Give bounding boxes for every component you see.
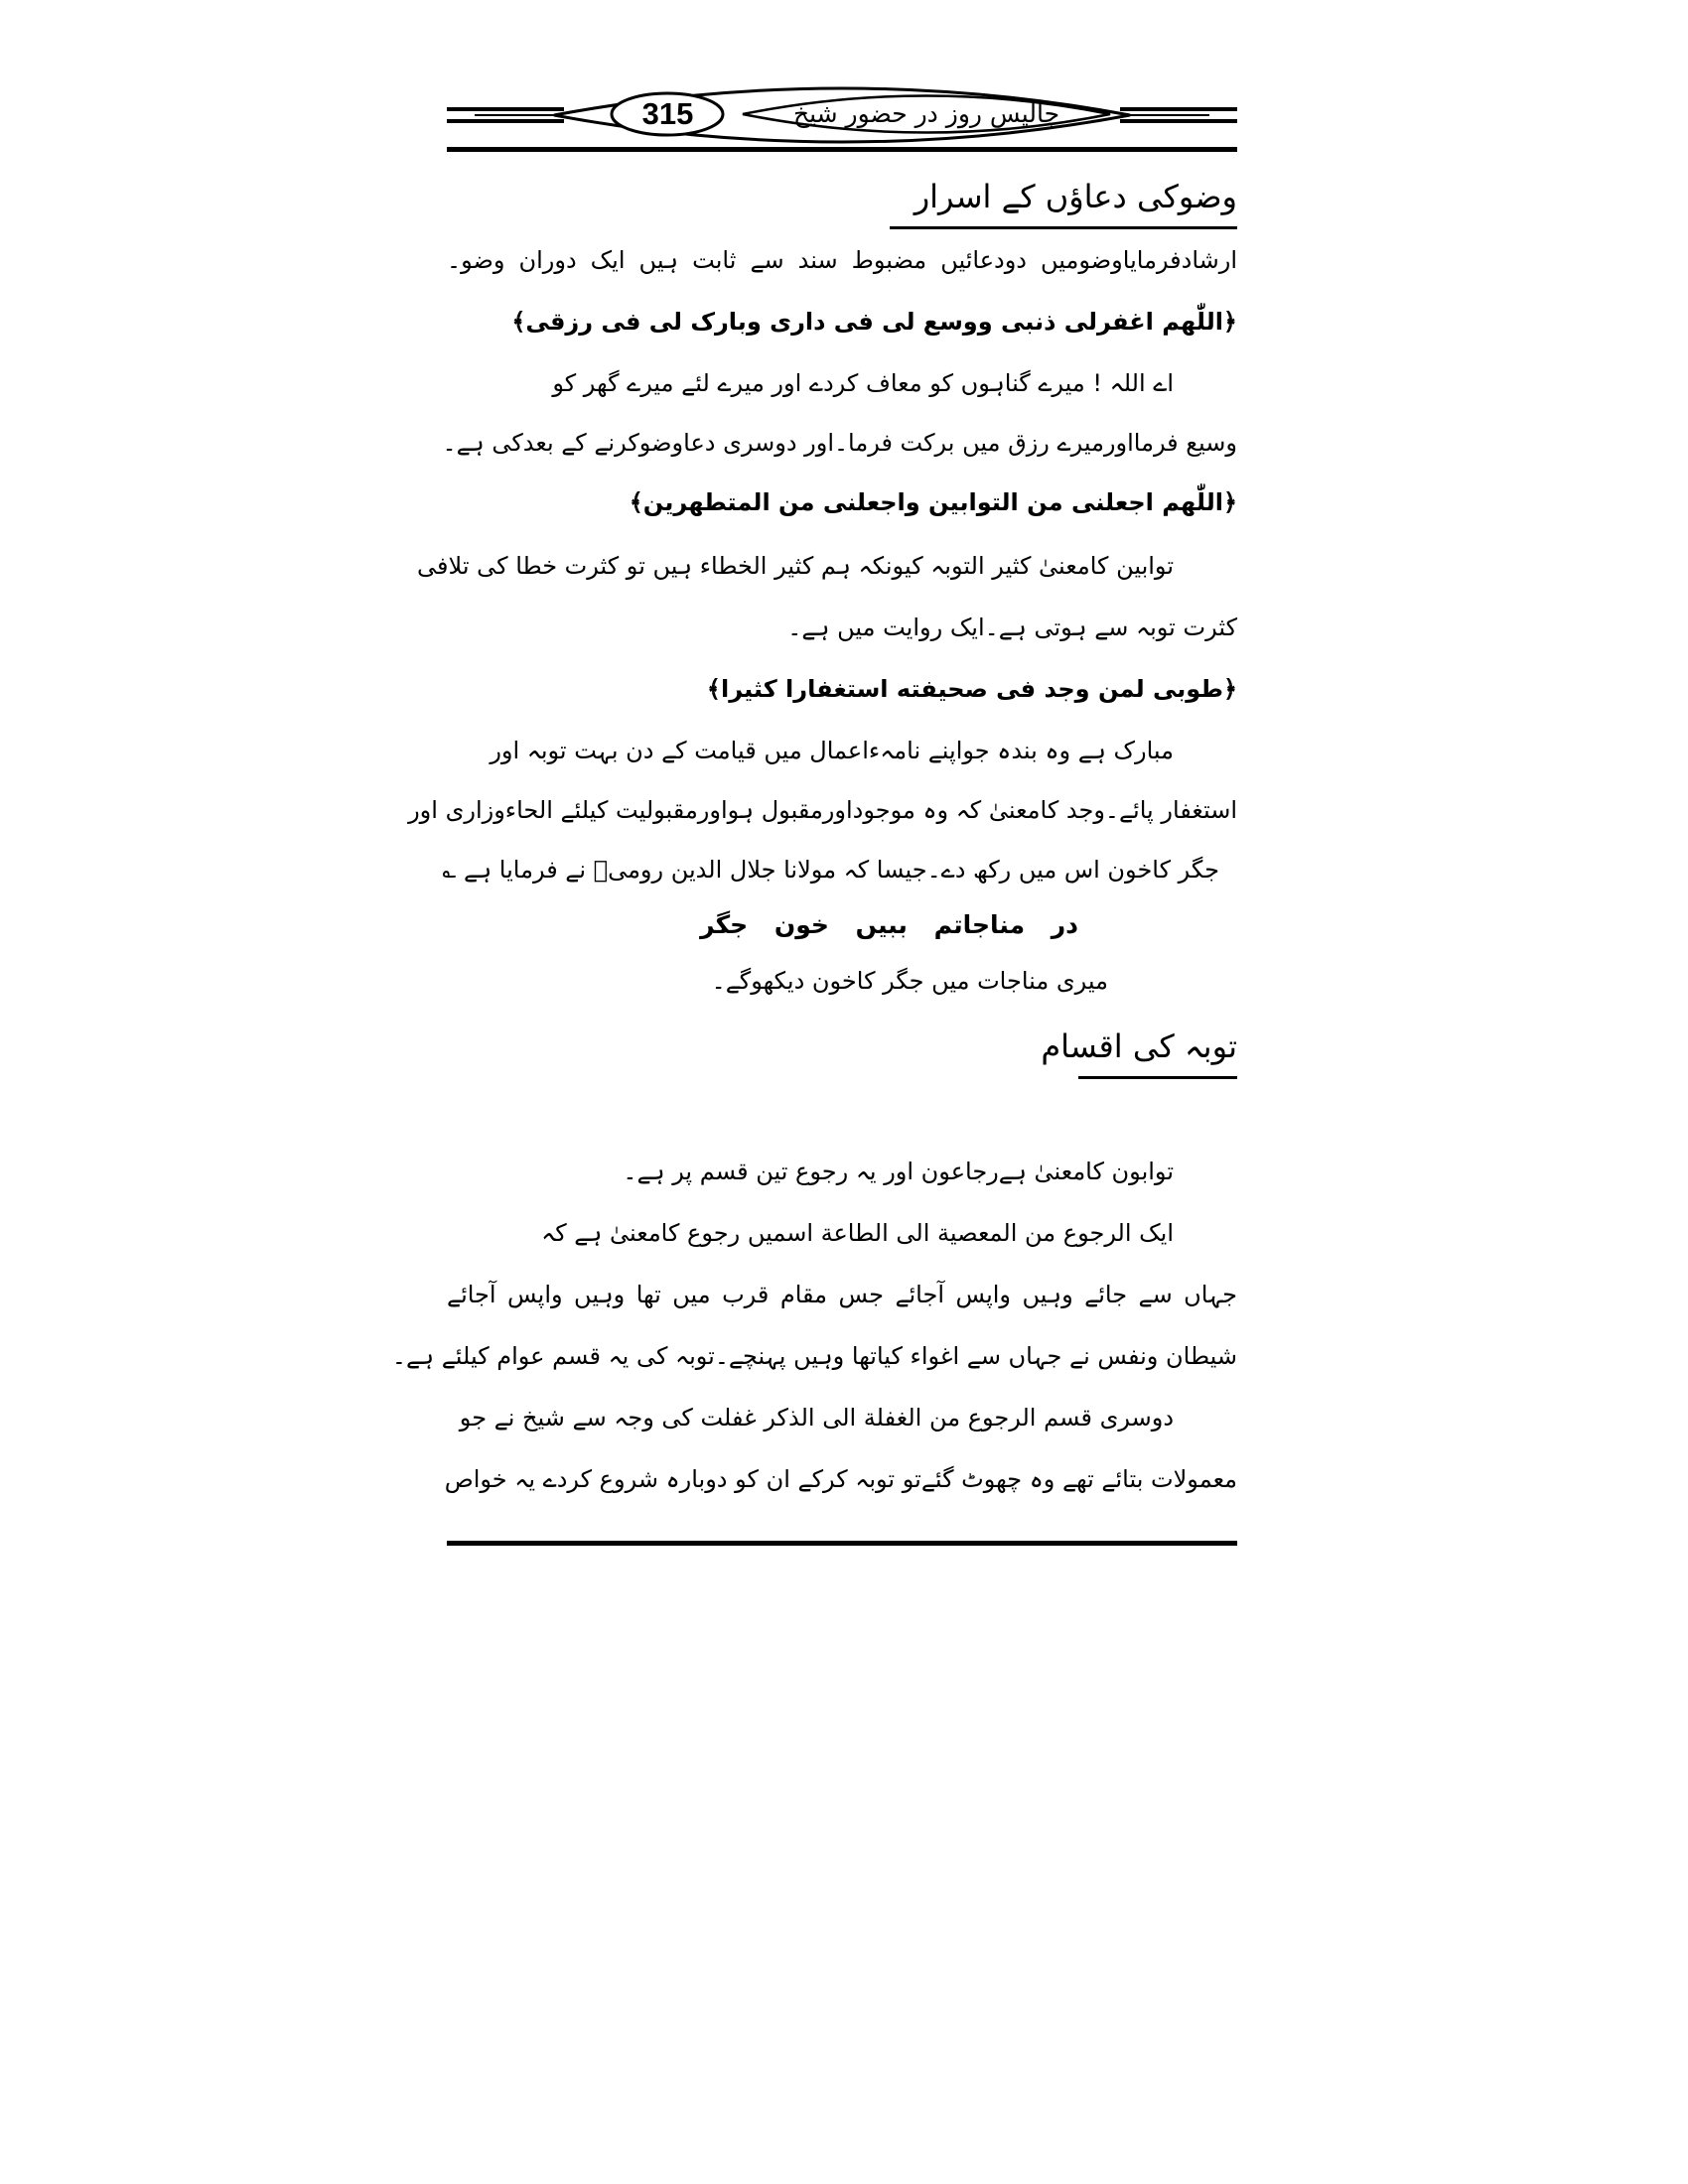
hadith: ﴿طوبی لمن وجد فی صحیفته استغفارا کثیرا﴾ bbox=[706, 675, 1237, 703]
page-header bbox=[445, 83, 1239, 147]
explanation-line-1: توابین کامعنیٰ کثیر التوبہ کیونکہ ہم کثیر الخطاء ہیں تو کثرت خطا کی تلافی bbox=[417, 552, 1174, 580]
translation-1-line-1: اے اللہ ! میرے گناہوں کو معاف کردے اور میرے لئے میرے گھر کو bbox=[552, 369, 1174, 397]
top-rule bbox=[447, 147, 1237, 152]
tawbah-line-4: شیطان ونفس نے جہاں سے اغواء کیاتھا وہیں پہنچے۔توبہ کی یہ قسم عوام کیلئے ہے۔ bbox=[391, 1342, 1237, 1370]
tawbah-line-1: توابون کامعنیٰ ہےرجاعون اور یہ رجوع تین قسم پر ہے۔ bbox=[623, 1158, 1174, 1185]
bottom-rule bbox=[447, 1541, 1237, 1546]
dua-1: ﴿اللّٰهم اغفرلی ذنبی ووسع لی فی داری وبارک لی فی رزقی﴾ bbox=[511, 308, 1237, 336]
explanation-line-2: کثرت توبہ سے ہوتی ہے۔ایک روایت میں ہے۔ bbox=[787, 614, 1237, 641]
translation-1-line-2: وسیع فرمااورمیرے رزق میں برکت فرما۔اور دوسری دعاوضوکرنے کے بعدکی ہے۔ bbox=[442, 429, 1237, 457]
tawbah-line-5: دوسری قسم الرجوع من الغفلة الی الذکر غفلت کی وجہ سے شیخ نے جو bbox=[459, 1404, 1174, 1432]
section-heading-wudu-duas: وضوکی دعاؤں کے اسرار bbox=[914, 178, 1237, 215]
hadith-translation-line-2: استغفار پائے۔وجد کامعنیٰ کہ وہ موجوداورمقبول ہواورمقبولیت کیلئے الحاءوزاری اور bbox=[408, 796, 1237, 824]
dua-2: ﴿اللّٰهم اجعلنی من التوابین واجعلنی من المتطهرین﴾ bbox=[629, 488, 1237, 516]
persian-verse: در مناجاتم ببیں خون جگر bbox=[700, 910, 1078, 939]
intro-line: ارشادفرمایاوضومیں دودعائیں مضبوط سند سے ثابت ہیں ایک دوران وضو۔ bbox=[447, 246, 1237, 274]
tawbah-line-2: ایک الرجوع من المعصیة الی الطاعة اسمیں رجوع کامعنیٰ ہے کہ bbox=[541, 1219, 1174, 1247]
hadith-translation-line-3: جگر کاخون اس میں رکھ دے۔جیسا کہ مولانا جلال الدین رومیؒ نے فرمایا ہے ؎ bbox=[442, 856, 1219, 884]
heading-underline bbox=[890, 226, 1237, 229]
tawbah-line-3: جہاں سے جائے وہیں واپس آجائے جس مقام قرب میں تھا وہیں واپس آجائے bbox=[447, 1281, 1238, 1308]
tawbah-line-6: معمولات بتائے تھے وہ چھوٹ گئےتو توبہ کرکے ان کو دوبارہ شروع کردے یہ خواص bbox=[444, 1465, 1237, 1493]
verse-translation: میری مناجات میں جگر کاخون دیکھوگے۔ bbox=[711, 967, 1108, 995]
section-heading-tawbah-types: توبہ کی اقسام bbox=[1041, 1027, 1237, 1065]
running-title: چالیس روز در حضور شیخ bbox=[792, 99, 1060, 128]
heading-underline-2 bbox=[1078, 1076, 1237, 1079]
page-number: 315 bbox=[641, 96, 694, 131]
hadith-translation-line-1: مبارک ہے وہ بندہ جواپنے نامہءاعمال میں قیامت کے دن بہت توبہ اور bbox=[490, 737, 1174, 764]
